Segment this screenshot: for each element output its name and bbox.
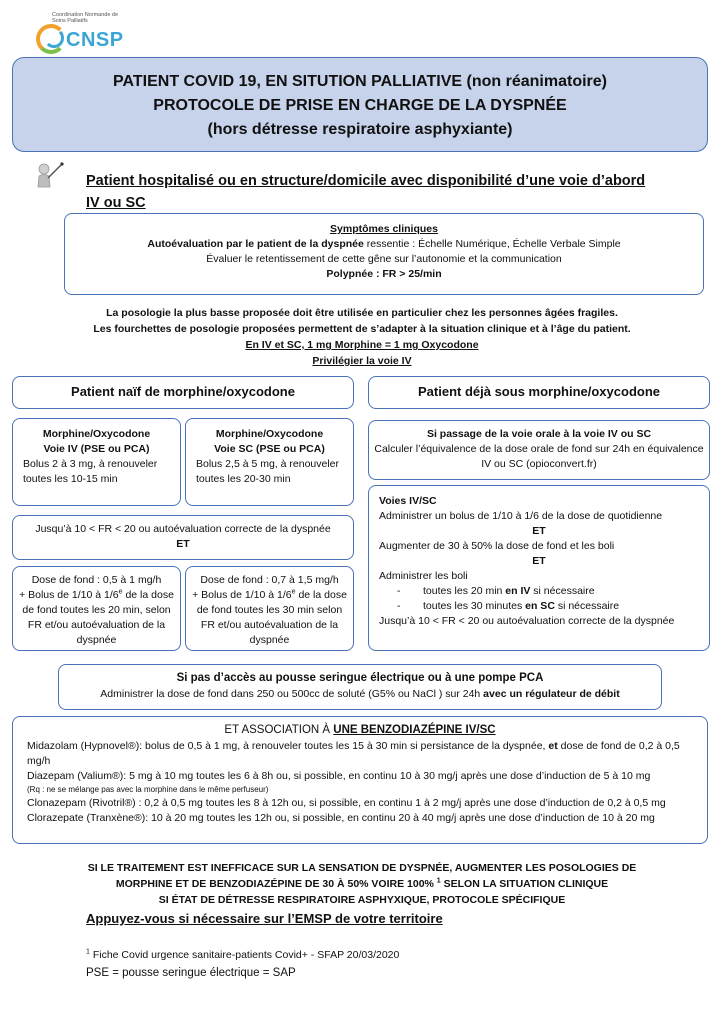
benzo-diazepam: Diazepam (Valium®): 5 mg à 10 mg toutes les 6 à 8h ou, si possible, en continu 10 à 30 mg/j après une dose d’induction de 5 à 10 mg <box>27 770 651 782</box>
posology-line-4: Privilégier la voie IV <box>312 355 412 367</box>
routes-et-1: ET <box>532 525 546 537</box>
naive-patient-heading: Patient naïf de morphine/oxycodone <box>12 376 354 409</box>
naive-sc-dose-box <box>185 566 354 651</box>
benzo-midazolam: Midazolam (Hypnovel®): bolus de 0,5 à 1 mg, à renouveler toutes les 15 à 30 min si persistance de la dyspnée, et dose de fond de 0,2 à 0,5 mg/h <box>27 740 680 767</box>
emsp-notice: Appuyez-vous si nécessaire sur l’EMSP de votre territoire <box>86 911 443 926</box>
benzo-clorazepate: Clorazepate (Tranxène®): 10 à 20 mg toutes les 12h ou, si possible, en continu 20 à 40 mg/j après une dose d’induction de 10 à 20 mg <box>27 812 655 824</box>
routes-bullet-sc: - toutes les 30 minutes en SC si nécessaire <box>397 600 620 612</box>
benzo-clonazepam: Clonazepam (Rivotril®) : 0,2 à 0,5 mg toutes les 8 à 12h ou, si possible, en continu 1 à 2 mg/j après une dose d’induction de 0,2 à 0,5 mg <box>27 797 666 809</box>
treated-patient-heading: Patient déjà sous morphine/oxycodone <box>368 376 710 409</box>
posology-line-2: Les fourchettes de posologie proposées permettent de s’adapter à la situation clinique et à l’âge du patient. <box>93 323 631 335</box>
symptoms-line-2: Évaluer le retentissement de cette gêne sur l’autonomie et la communication <box>206 253 562 265</box>
naive-iv-box <box>12 418 181 506</box>
title-line-3: (hors détresse respiratoire asphyxiante) <box>207 121 513 138</box>
oral-switch-title: Si passage de la voie orale à la voie IV ou SC <box>426 428 652 440</box>
routes-et-2: ET <box>532 555 546 567</box>
logo-subtitle: Coordination Normande de Soins Palliatifs <box>52 12 119 24</box>
pointer-figure-icon <box>34 160 64 190</box>
symptoms-title: Symptômes cliniques <box>330 223 438 235</box>
warning-line-2: MORPHINE ET DE BENZODIAZÉPINE DE 30 À 50% VOIRE 100% $^1$ SELON LA SITUATION CLINIQUE <box>115 877 609 890</box>
page-title <box>12 57 708 152</box>
symptoms-line-1: Autoévaluation par le patient de la dyspnée ressentie : Échelle Numérique, Échelle Verbale Simple <box>147 238 621 250</box>
logo-arc-inner-icon <box>44 28 64 48</box>
pca-text: Administrer la dose de fond dans 250 ou 500cc de soluté (G5% ou NaCl ) sur 24h avec un régulateur de débit <box>100 688 620 700</box>
iv-dose-b: + Bolus de 1/10 à 1/6e de la dose de fond toutes les 20 min, selon FR et/ou autoévaluation de la dyspnée <box>19 588 174 646</box>
posology-line-3: En IV et SC, 1 mg Morphine = 1 mg Oxycodone <box>245 339 479 351</box>
naive-sc-text: Bolus 2,5 à 5 mg, à renouveler toutes les 20-30 min <box>196 458 340 485</box>
routes-title: Voies IV/SC <box>379 495 437 507</box>
routes-line-4: Jusqu’à 10 < FR < 20 ou autoévaluation correcte de la dyspnée <box>379 615 675 627</box>
naive-iv-dose-box <box>12 566 181 651</box>
benzodiazepine-box <box>12 716 708 844</box>
oral-switch-box <box>368 420 710 480</box>
oral-switch-text: Calculer l’équivalence de la dose orale de fond sur 24h en équivalence IV ou SC (opioconvert.fr) <box>374 443 704 470</box>
posology-line-1: La posologie la plus basse proposée doit être utilisée en particulier chez les personnes âgées fragiles. <box>106 307 618 319</box>
pca-title: Si pas d’accès au pousse seringue électrique ou à une pompe PCA <box>176 672 544 684</box>
posology-notes <box>20 305 704 369</box>
routes-line-1: Administrer un bolus de 1/10 à 1/6 de la dose de quotidienne <box>379 510 663 522</box>
iv-sc-routes-box <box>368 485 710 651</box>
threshold-text: Jusqu’à 10 < FR < 20 ou autoévaluation correcte de la dyspnée <box>35 523 331 535</box>
warning-notice <box>20 860 704 908</box>
benzo-title: ET ASSOCIATION À UNE BENZODIAZÉPINE IV/SC <box>224 724 496 736</box>
warning-line-3: SI ÉTAT DE DÉTRESSE RESPIRATOIRE ASPHYXIQUE, PROTOCOLE SPÉCIFIQUE <box>158 894 566 906</box>
title-line-2: PROTOCOLE DE PRISE EN CHARGE DE LA DYSPNÉE <box>153 97 567 114</box>
sc-dose-b: + Bolus de 1/10 à 1/6e de la dose de fond toutes les 30 min selon FR et/ou autoévaluation de la dyspnée <box>192 588 347 646</box>
naive-sc-title-1: Morphine/Oxycodone <box>215 428 324 440</box>
naive-iv-title-2: Voie IV (PSE ou PCA) <box>43 443 150 455</box>
sc-dose-a: Dose de fond : 0,7 à 1,5 mg/h <box>200 574 339 586</box>
intro-heading: Patient hospitalisé ou en structure/domicile avec disponibilité d’une voie d’abord IV ou SC <box>86 173 646 211</box>
footnote: $^1$ Fiche Covid urgence sanitaire-patients Covid+ - SFAP 20/03/2020 <box>86 948 400 961</box>
title-line-1: PATIENT COVID 19, EN SITUTION PALLIATIVE (non réanimatoire) <box>113 73 607 90</box>
naive-iv-title-1: Morphine/Oxycodone <box>42 428 151 440</box>
symptoms-box <box>64 213 704 295</box>
routes-line-3: Administrer les boli <box>379 570 468 582</box>
cnsp-logo <box>32 12 142 56</box>
iv-dose-a: Dose de fond : 0,5 à 1 mg/h <box>31 574 162 586</box>
warning-line-1: SI LE TRAITEMENT EST INEFFICACE SUR LA SENSATION DE DYSPNÉE, AUGMENTER LES POSOLOGIES DE <box>87 862 637 874</box>
benzo-note: (Rq : ne se mélange pas avec la morphine dans le même perfuseur) <box>27 785 269 794</box>
naive-iv-text: Bolus 2 à 3 mg, à renouveler toutes les 10-15 min <box>23 458 158 485</box>
routes-line-2: Augmenter de 30 à 50% la dose de fond et les boli <box>379 540 615 552</box>
routes-bullet-iv: - toutes les 20 min en IV si nécessaire <box>397 585 595 597</box>
no-pca-box <box>58 664 662 710</box>
logo-name: CNSP <box>66 29 124 51</box>
naive-sc-box <box>185 418 354 506</box>
threshold-et: ET <box>176 538 190 550</box>
pse-definition: PSE = pousse seringue électrique = SAP <box>86 967 296 979</box>
naive-sc-title-2: Voie SC (PSE ou PCA) <box>214 443 325 455</box>
symptoms-line-3: Polypnée : FR > 25/min <box>326 268 442 280</box>
naive-threshold-box <box>12 515 354 560</box>
